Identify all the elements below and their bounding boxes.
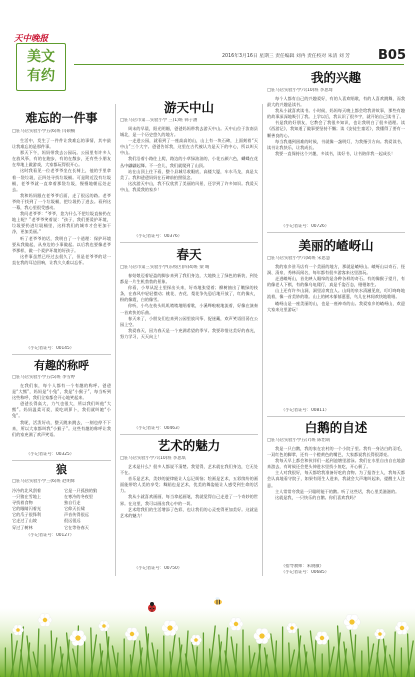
- article-divider: [12, 354, 111, 355]
- article-body: [267, 96, 405, 157]
- flower-icon: [190, 635, 201, 645]
- flower-icon: [12, 625, 23, 635]
- article-paragraph: 在我们家，每个人都有一个有趣的称呼。爸爸是“大熊”，妈妈是“小兔”，我是“小猴子”，每当听到这些称呼，我们全家都会开心地笑起来。: [12, 383, 111, 401]
- article-paragraph: 我呢，活泼好动，整天跳来跳去，一刻也停不下来，所以大家都叫我“小猴子”。这些有趣的称呼让我们的家充满了欢声笑语。: [12, 419, 111, 437]
- article-paragraph: 每当我遇到困难的时候，书就像一盏明灯，为我指引方向。我爱读书，读书让我快乐，让我成长。: [267, 138, 405, 150]
- reporter-number: （小记者证号：00325）: [26, 452, 75, 457]
- reporter-number: （小记者证号：00127）: [26, 532, 75, 538]
- poem-line: 它仰天长啸: [64, 506, 85, 512]
- section-title: 美文有约: [27, 49, 55, 84]
- article-paragraph: 生活中，发生了一件件让我难忘的事情，其中最让我难忘的是那件事。: [12, 138, 111, 150]
- article-nan-wang: [12, 110, 111, 352]
- article-byline: □驻马店实验小学六(8)班 宋思慧: [267, 256, 331, 261]
- poem-line: 它在等待春天: [64, 524, 89, 530]
- poem-line: 它走过了山坡: [12, 518, 37, 524]
- flower-icon: [395, 622, 409, 635]
- article-paragraph: 这时我看见一位老爷爷坐在长椅上，他的手里拿着一袋垃圾，正四处寻找垃圾桶。可是附近没有垃圾桶，老爷爷就一直拿着那袋垃圾，慢慢地朝远处走去。: [12, 168, 111, 192]
- poem-line: 寻找着食物: [12, 500, 33, 506]
- masthead-rule: [74, 64, 404, 65]
- article-paragraph: 周末的早晨，阳光明媚，爸爸妈妈带我去游天中山。天中山位于汝南县城北，是一个历史悠久的地方。: [120, 126, 258, 138]
- article-paragraph: 我们沿着小路往上爬，路边的小草绿油油的，小花五颜六色，蝴蝶在花丛中翩翩起舞。不一会儿，我们就爬到了山顶。: [120, 156, 258, 168]
- article-mei-li: [267, 238, 405, 414]
- article-paragraph: 走进嵖岈山，首先映入眼帘的是各种各样的奇石。有的像猴子望月，有的像老人下棋，有的像乌龟爬行，真是千姿百态，栩栩如生。: [267, 276, 405, 288]
- article-byline: □驻马店实验小学五(7)班 陈怡萌: [267, 438, 331, 443]
- article-title: 美丽的嵖岈山: [298, 238, 374, 253]
- reporter-number: （小记者证号：00376）: [134, 234, 183, 239]
- article-divider: [120, 434, 258, 435]
- poem-line: 声音传得很远: [64, 512, 89, 518]
- article-paragraph: 我要一直保持这个兴趣，多读书，读好书，让书陪伴我一起成长！: [275, 150, 396, 156]
- article-byline: □驻马店市第二实验小学 三(1)班 韩子涵: [120, 118, 198, 123]
- bee-icon: [214, 597, 222, 604]
- flower-icon: [38, 614, 52, 627]
- article-lang: [12, 462, 111, 574]
- reporter-number: （小记者证号：00750）: [134, 566, 183, 571]
- article-paragraph: 春天来了，小朋友们也来到公园里放风筝、捉迷藏，欢声笑语回荡在公园上空。: [120, 315, 258, 327]
- flower-icon: [254, 628, 271, 644]
- article-divider: [267, 232, 405, 233]
- flower-icon: [70, 630, 87, 646]
- article-body: [120, 273, 258, 340]
- reporter-number: （小记者证号：00145）: [26, 346, 75, 351]
- article-paragraph: 艺术给我们的生活增添了色彩，也让我们的心灵变得更加美好。这就是艺术的魅力！: [120, 506, 258, 518]
- paper-name: 天中晚报: [14, 34, 49, 44]
- article-body: [267, 446, 405, 501]
- article-chun-tian: [120, 247, 258, 432]
- article-paragraph: 你听，小鸟在枝头叽叽喳喳地唱着歌，小溪哗啦啦地流着，好像在演奏一首欢快的乐曲。: [120, 303, 258, 315]
- poem-line: 穿过了树林: [12, 524, 33, 530]
- article-paragraph: 站在山顶上往下看，整个县城尽收眼底，高楼大厦，车水马龙，真是太美了。我和爸爸妈妈在石碑前拍照留念。: [120, 168, 258, 180]
- article-paragraph: 主人常常夸我是一只聪明能干的鹅。听了这些话，我心里美滋滋的。: [275, 488, 400, 494]
- article-yi-shu: [120, 438, 258, 572]
- poem: [12, 488, 111, 531]
- article-paragraph: 我爱春天，因为春天是一个充满希望的季节。我要珍惜这美好的春光，努力学习，天天向上！: [120, 327, 258, 339]
- article-body: [120, 126, 258, 193]
- article-title: 狼: [56, 463, 67, 476]
- article-paragraph: 你看，小草从泥土里探出头来，好奇地张望着；柳树抽出了嫩绿的枝条，在春风中轻轻摆动；桃花、杏花、梨花争先恐后地开放了，红的像火，粉的像霞，白的像雪。: [120, 285, 258, 303]
- article-paragraph: 那天下午，妈妈带我去公园玩。公园里有许多人在放风筝，有的在跑步，有的在散步，还有些小朋友在草地上做游戏，大家都玩得很开心。: [12, 150, 111, 168]
- reporter-number: （小记者证号：00726）: [281, 224, 330, 229]
- column-divider: [115, 104, 116, 576]
- article-byline: □驻马店实验小学五(6)班 闫硕楠: [12, 129, 76, 134]
- flower-icon: [344, 614, 361, 630]
- poem-line: 冷冷的北风刮着: [12, 488, 42, 493]
- article-paragraph: 我是一只白鹅，我的家在农村的一个小院子里。我有一身洁白的羽毛，一双红色的脚掌，还有一个橙黄色的嘴巴，大家都说我长得很漂亮。: [267, 446, 405, 458]
- article-paragraph: 我的家乡驻马店有一个美丽的地方，那就是嵖岈山。嵖岈山以奇石、怪洞、清泉、秀林而闻名，每年都有很多游客来这里游玩。: [267, 264, 405, 276]
- article-byline: □驻马店市第三实验小学(东校区)四(4)班 梁 晴: [120, 265, 210, 270]
- poem-line: 独自行走: [64, 500, 81, 506]
- tutor-name: （指导教师：朱晓敏）: [281, 564, 324, 569]
- reporter-number: （小记者证号：00685）: [281, 570, 330, 575]
- article-paragraph: 我从小就喜欢读书。小时候，妈妈每天晚上都会给我讲故事，那些有趣的故事深深地吸引了我。上学以后，我认识了很多字，就开始自己读书了。: [267, 108, 405, 120]
- flower-icon: [229, 618, 243, 631]
- article-title: 艺术的魅力: [157, 438, 221, 453]
- article-title: 游天中山: [163, 100, 214, 115]
- page-number: B05: [378, 48, 406, 63]
- article-body: [12, 138, 111, 266]
- poem-line: 它的眼睛闪着光: [12, 506, 42, 512]
- flower-icon: [374, 629, 385, 639]
- ladybug-icon: [148, 602, 156, 612]
- reporter-number: （小记者证号：00811）: [281, 408, 330, 413]
- article-body: [267, 264, 405, 313]
- article-title: 春天: [176, 247, 202, 262]
- article-paragraph: 我每天早上都会和伙伴们一起到池塘里游泳。我们在水里自由自在地游来游去，有时候还会把头伸进水里找小鱼吃，开心极了。: [267, 458, 405, 470]
- article-title: 难忘的一件事: [25, 111, 98, 125]
- article-paragraph: 我问老爷爷：“爷爷，您为什么不把垃圾直接扔在地上呢？”老爷爷笑着说：“孩子，我们要爱护环境，垃圾要扔进垃圾桶里，这样我们的城市才会更加干净，更加美丽。”: [12, 211, 111, 235]
- article-paragraph: 每个人都有自己的兴趣爱好，有的人喜欢唱歌，有的人喜欢跳舞，而我最大的兴趣是读书。: [267, 96, 405, 108]
- article-paragraph: 一走进公园，就看到了一座高高的山，山上有一块石碑，上面刻着“天中山”三个大字。爸爸告诉我，这里在古代被认为是天下的中心，所以叫天中山。: [120, 138, 258, 156]
- article-paragraph: 我和妈妈跟在老爷爷后面，走了很远的路。老爷爷终于找到了一个垃圾桶，把垃圾扔了进去。看到这一幕，我心里很受感动。: [12, 192, 111, 211]
- article-paragraph: 这次游天中山，我不仅欣赏了美丽的风景，还学到了许多知识。我爱天中山，我爱我的家乡！: [120, 180, 258, 192]
- poem-column-left: [12, 488, 58, 531]
- article-body: [12, 383, 111, 438]
- article-paragraph: 主人对我很好，每天都给我准备好吃的食物。为了报答主人，我每天都会认真地看守院子，如果有陌生人进来，我就会大声地叫起来，提醒主人注意。: [267, 470, 405, 488]
- article-paragraph: 音乐是艺术，美妙的旋律能让人忘记烦恼；绘画是艺术，五彩缤纷的画面能带给人美的享受；舞蹈也是艺术，优美的舞姿能让人感受到生命的活力。: [120, 476, 258, 494]
- poem-line: 它是一只孤独的狼: [64, 488, 98, 493]
- article-title: 我的兴趣: [310, 70, 361, 85]
- article-paragraph: 嵖岈山是一座美丽的山，也是一座神奇的山。我爱家乡的嵖岈山，欢迎大家来这里游玩！: [267, 300, 405, 312]
- article-body: [120, 464, 258, 519]
- section-title-box: [16, 43, 66, 91]
- poem-line: 在寒冷的冬夜里: [64, 494, 94, 500]
- article-byline: □驻马店实验小学三(6)班 赵明辉: [12, 479, 76, 484]
- article-divider: [267, 416, 405, 417]
- article-paragraph: 我从小就喜欢画画，每当拿起画笔，我就觉得自己走进了一个奇妙的世界。在这里，我可以画出我心中的一切。: [120, 494, 258, 506]
- article-paragraph: 爸爸长得高大，力气也很大，所以我们叫他“大熊”。妈妈温柔可爱，爱吃胡萝卜，我们就叫她“小兔”。: [12, 401, 111, 419]
- article-you-zhong: [120, 100, 258, 240]
- article-paragraph: 书是我的好朋友，它教会了我很多知识，也让我明白了很多道理。读《西游记》，我知道了做事要坚持不懈；读《安徒生童话》，我懂得了要有一颗善良的心。: [267, 120, 405, 138]
- poem-line: 它的爪子很锋利: [12, 512, 42, 518]
- article-paragraph: 这件事虽然已经过去很久了，但是老爷爷的话一直在我的耳边回响，让我久久难以忘怀。: [12, 253, 111, 265]
- article-byline: □驻马店实验小学五(5)班 李雪婷: [12, 375, 76, 380]
- flower-icon: [286, 623, 297, 633]
- article-title: 白鹅的自述: [304, 420, 368, 435]
- flower-icon: [98, 621, 109, 631]
- article-title: 有趣的称呼: [34, 359, 89, 372]
- article-divider: [120, 242, 258, 243]
- dateline: 2016年3月16日 星期三 责任编辑 刘冉 责任校对 朱清 刘 芳: [222, 54, 350, 59]
- article-paragraph: 春姑娘迈着轻盈的脚步来到了我们身边，大地换上了绿色的新装，到处都是一片生机勃勃的景象。: [120, 273, 258, 285]
- article-divider: [12, 460, 111, 461]
- article-paragraph: 这就是我，一只快乐的白鹅。你们喜欢我吗？: [275, 494, 358, 500]
- grass-flower-border: [0, 568, 415, 677]
- article-paragraph: 山上还有许多山洞，洞里凉爽宜人。山间的泉水清澈见底，叮叮咚咚地流着，像一首美妙的歌。山上的树木郁郁葱葱，鸟儿在林间欢快地歌唱。: [267, 288, 405, 300]
- poem-line: 一只狼在雪地上: [12, 494, 42, 500]
- reporter-number: （小记者证号：00463）: [134, 426, 183, 431]
- article-paragraph: 听了老爷爷的话，我明白了一个道理：保护环境要从我做起，从身边的小事做起。以后我也要像老爷爷那样，做一个爱护环境的好孩子。: [12, 235, 111, 253]
- article-paragraph: 艺术是什么？很多人都说不清楚。我觉得，艺术就在我们身边，它无处不在。: [120, 464, 258, 476]
- poem-column-right: [64, 488, 110, 531]
- article-you-qu: [12, 358, 111, 458]
- article-byline: □驻马店实验小学六(10)班 李思琪: [120, 456, 186, 461]
- column-divider: [262, 104, 263, 576]
- poem-line: 很远很远: [64, 518, 81, 524]
- article-bai-ye: [267, 420, 405, 576]
- flower-icon: [162, 620, 179, 636]
- article-wo-de: [267, 70, 405, 230]
- flower-icon: [125, 628, 139, 641]
- flower-icon: [315, 632, 329, 645]
- article-byline: □驻马店实验小学六(10)班 李思琦: [267, 88, 333, 93]
